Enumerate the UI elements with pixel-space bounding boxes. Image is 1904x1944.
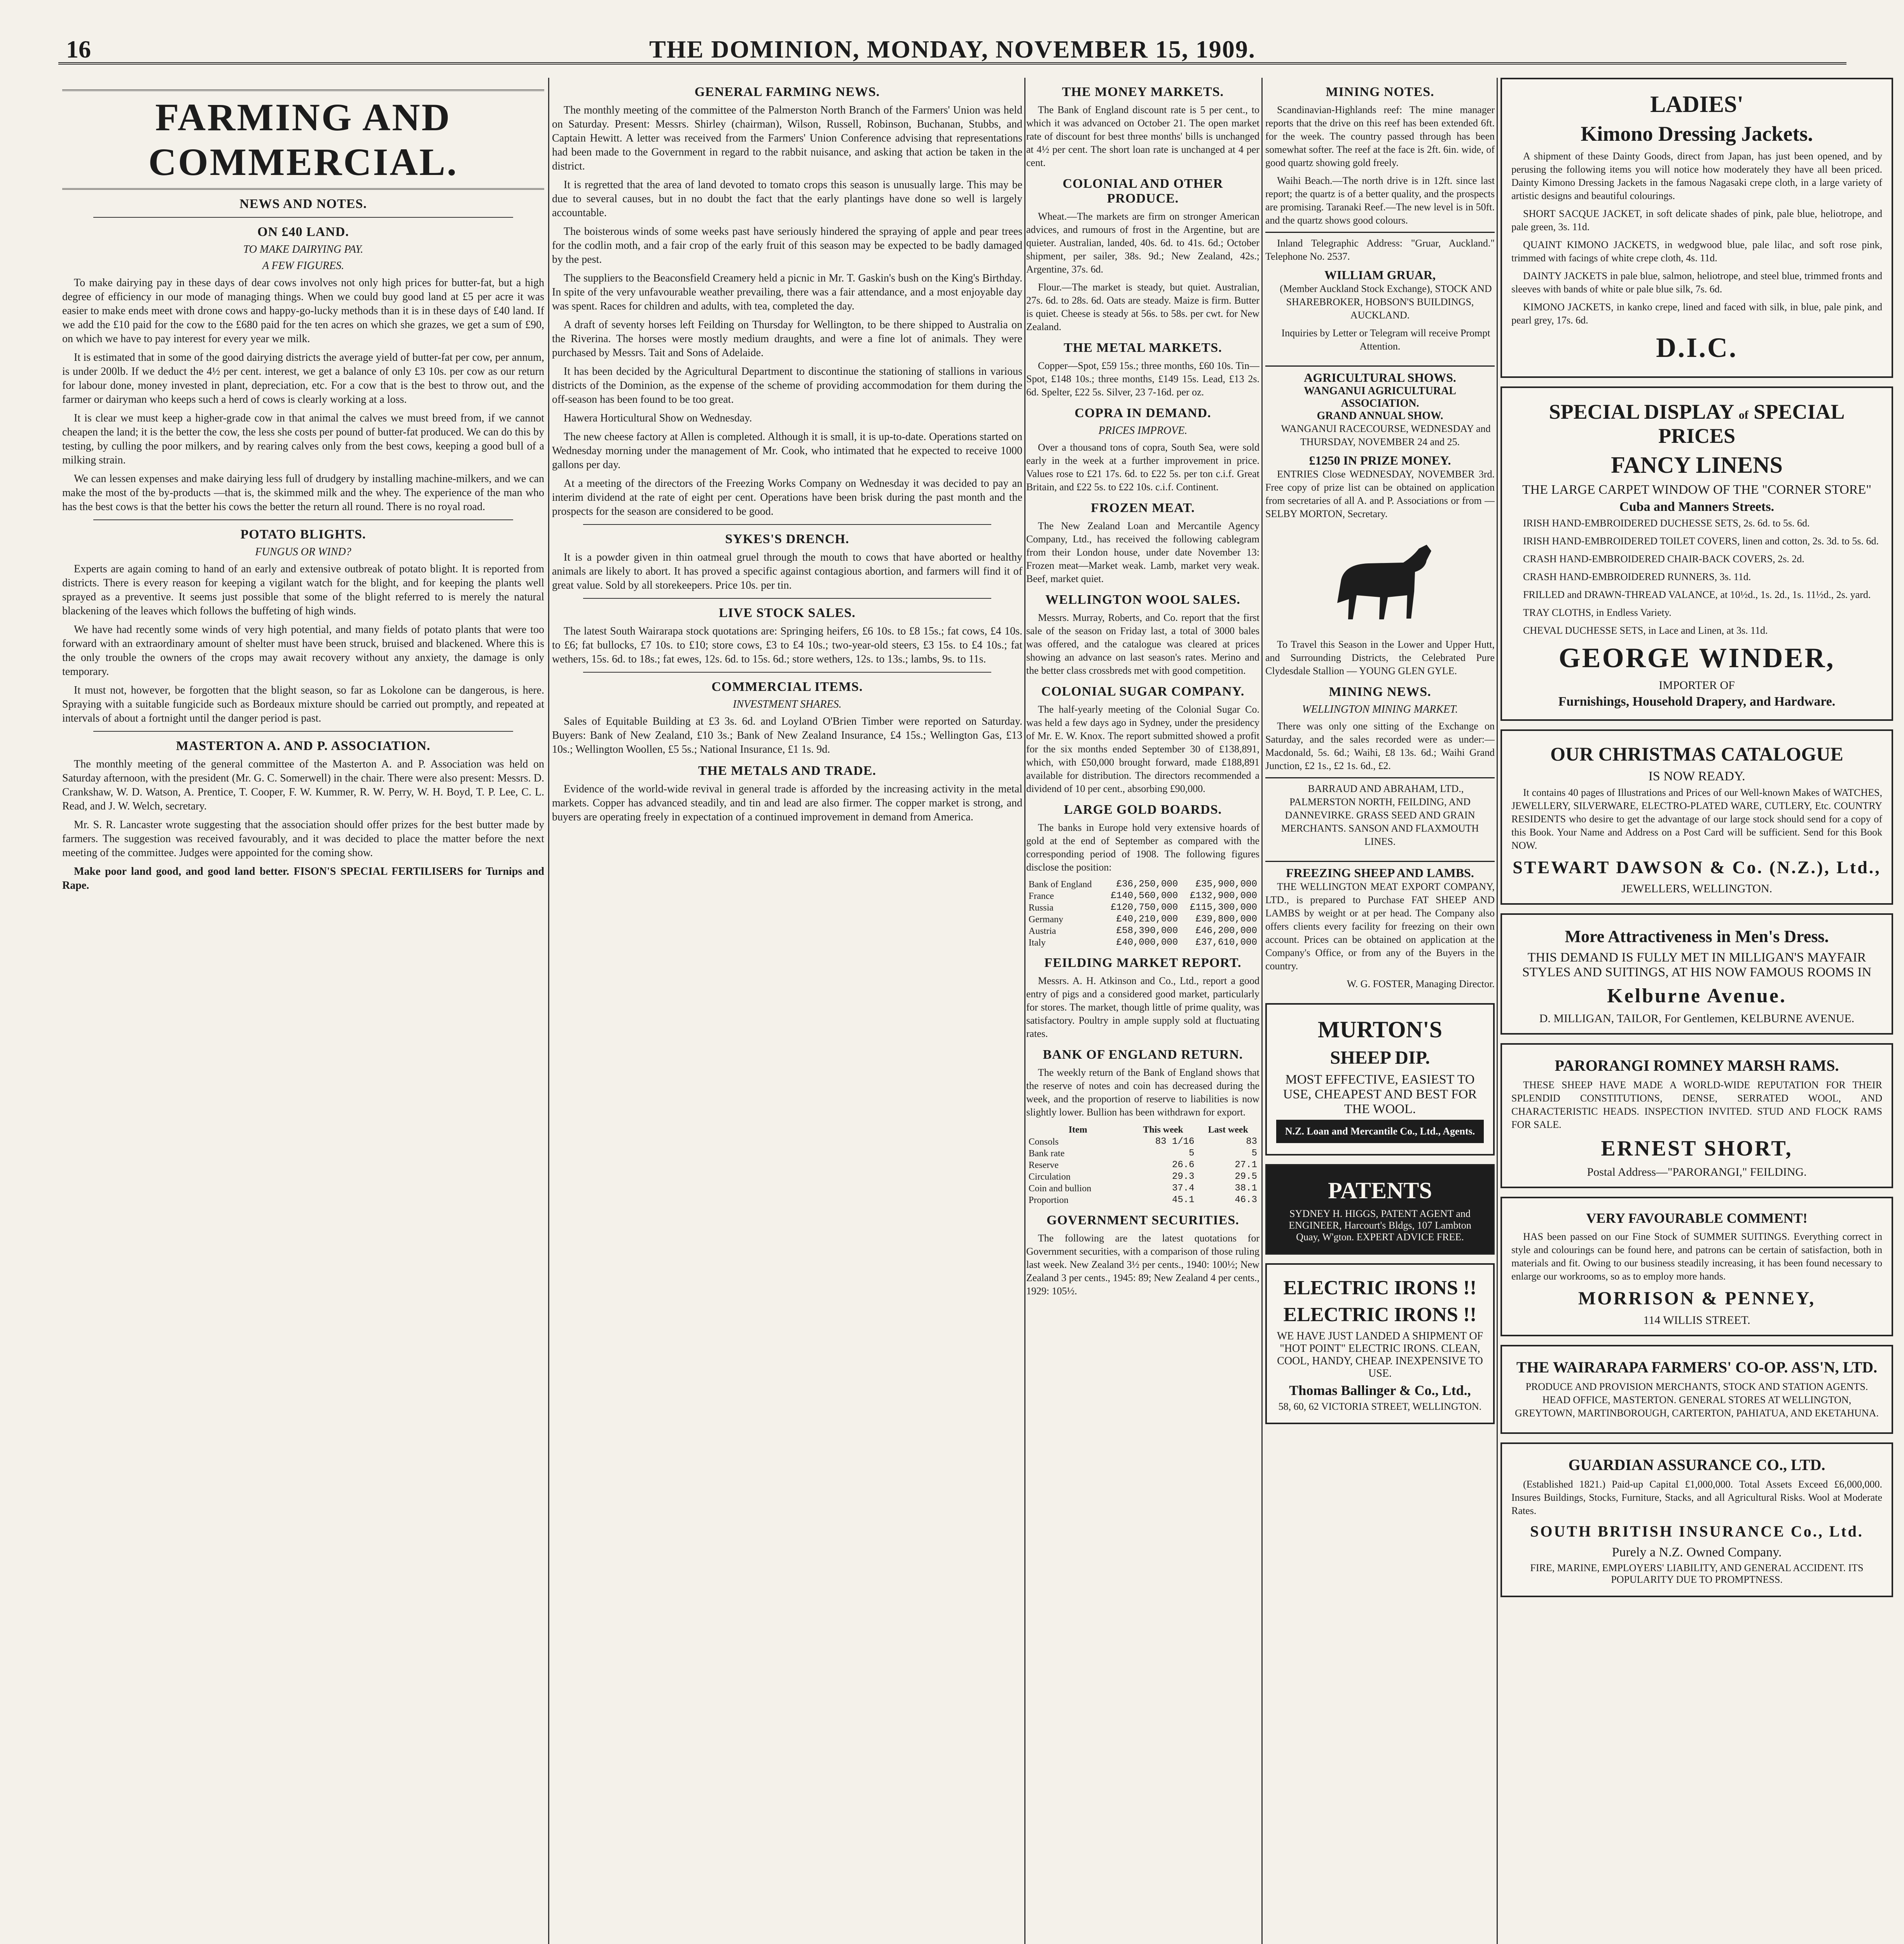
table-cell: £37,610,000	[1195, 937, 1257, 948]
column-markets	[1026, 78, 1259, 1944]
table-row	[1026, 1171, 1259, 1183]
agricultural-shows-advert	[1265, 365, 1495, 529]
article-paragraph: Copper—Spot, £59 15s.; three months, £60 10s. Tin—Spot, £148 10s.; three months, £149 15s. Lead, £13 2s. 6d. Spelter, £22 5s. Silver, 23 7-16d. per oz.	[1026, 360, 1259, 398]
table-cell: 5	[1189, 1148, 1195, 1159]
advert-subtitle: IS NOW READY.	[1648, 769, 1745, 783]
divider	[93, 731, 513, 732]
article-paragraph: The following are the latest quotations for Government securities, with a comparison of those ruling last week. New Zealand 3½ per cents., 1940: 100½; New Zealand 3 per cents., 1945: 89; New Zealand 4 per cents., 1929: 105½.	[1026, 1232, 1259, 1297]
article-paragraph: There was only one sitting of the Exchange on Saturday, and the sales recorded were as under:— Macdonald, 5s. 6d.; Waihi, £8 13s. 6d.; Waihi Grand Junction, £2 1s., £2 1s. 6d., £2.	[1265, 720, 1495, 771]
brand-logo: D.I.C.	[1656, 332, 1738, 363]
advertiser-note: Inquiries by Letter or Telegram will receive Prompt Attention.	[1281, 327, 1490, 352]
christmas-catalogue-advert	[1500, 729, 1893, 905]
column-advertisements	[1500, 78, 1893, 1944]
article-heading: COPRA IN DEMAND.	[1074, 406, 1211, 420]
article-heading: COLONIAL SUGAR COMPANY.	[1041, 684, 1245, 699]
advert-name: Thomas Ballinger & Co., Ltd.,	[1289, 1383, 1471, 1398]
table-cell: 29.5	[1235, 1171, 1257, 1182]
article-subheading: WELLINGTON MINING MARKET.	[1302, 703, 1458, 715]
advert-text: THESE SHEEP HAVE MADE A WORLD-WIDE REPUTATION FOR THEIR SPLENDID CONSTITUTIONS, DENSE, SERRATED WOOL, AND CHARACTERISTIC HEADS. INSPECTION INVITED. STUD AND FLOCK RAMS FOR SALE.	[1511, 1079, 1882, 1130]
freezing-advert	[1265, 861, 1495, 999]
advert-item: CHEVAL DUCHESSE SETS, in Lace and Linen, at 3s. 11d.	[1523, 625, 1768, 636]
article-paragraph: Waihi Beach.—The north drive is in 12ft. since last report; the quartz is of a better quality, and the prospects are promising. Taranaki Reef.—The new level is in 50ft. and the quartz shows good colours.	[1265, 175, 1495, 226]
gold-hoards-table	[1026, 879, 1259, 949]
advert-item: QUAINT KIMONO JACKETS, in wedgwood blue, pale lilac, and soft rose pink, trimmed with facings of white crepe cloth, 4s. 11d.	[1511, 239, 1882, 264]
table-cell: Bank of England	[1029, 879, 1092, 890]
table-cell: 5	[1251, 1148, 1257, 1159]
advert-line: WANGANUI RACECOURSE, WEDNESDAY and THURSDAY, NOVEMBER 24 and 25.	[1281, 423, 1491, 448]
article-heading: MINING NOTES.	[1326, 85, 1434, 99]
article-paragraph: Messrs. A. H. Atkinson and Co., Ltd., report a good entry of pigs and a considered good market, particularly for stores. The market, though little of prime quality, was satisfactory. Poultry in ample supply sold at fluctuating rates.	[1026, 975, 1259, 1039]
table-row	[1026, 925, 1259, 937]
article-heading: COLONIAL AND OTHER PRODUCE.	[1062, 177, 1223, 206]
advert-heading: THE WAIRARAPA FARMERS' CO-OP. ASS'N, LTD.	[1516, 1358, 1878, 1376]
advert-item: DAINTY JACKETS in pale blue, salmon, heliotrope, and steel blue, trimmed fronts and sleeves with bands of white or pale blue silk, 7s. 6d.	[1511, 270, 1882, 295]
advert-heading: PATENTS	[1328, 1178, 1432, 1203]
table-cell: 26.6	[1172, 1160, 1195, 1170]
table-header-cell: This week	[1143, 1125, 1183, 1135]
article-paragraph: To make dairying pay in these days of dear cows involves not only high prices for butter-fat, but a high degree of efficiency in our mode of managing things. When we could buy good land at £5 per acre it was easier to make ends meet with drone cows and happy-go-lucky methods than it is in these days of £40 land. If we add the £10 paid for the cow to the £680 paid for the ten acres on which she grazes, we get a sum of £90, on which we have to pay interest for every year we milk.	[62, 277, 544, 345]
advert-text: THIS DEMAND IS FULLY MET IN MILLIGAN'S MAYFAIR STYLES AND SUITINGS, AT HIS NOW FAMOUS ROOMS IN	[1522, 950, 1872, 979]
column-divider	[548, 78, 549, 1944]
article-paragraph: It has been decided by the Agricultural Department to discontinue the stationing of stallions in various districts of the Dominion, as the expense of the scheme of providing accommodation for them during the off-season has been found to be too great.	[552, 365, 1022, 406]
article-paragraph: Sales of Equitable Building at £3 3s. 6d. and Loyland O'Brien Timber were reported on Saturday. Buyers: Bank of New Zealand, £10 3s.; Bank of New Zealand Insurance, £4 15s.; Wellington Gas, £13 10s.; Wellington Woollen, £5 5s.; National Insurance, £1 1s. 9d.	[552, 715, 1022, 755]
table-header-cell: Last week	[1208, 1125, 1248, 1135]
wairarapa-farmers-advert	[1500, 1345, 1893, 1434]
advert-heading: AGRICULTURAL SHOWS.	[1304, 371, 1456, 385]
masthead-title: THE DOMINION, MONDAY, NOVEMBER 15, 1909.	[649, 35, 1256, 63]
column-divider	[1497, 78, 1498, 1944]
article-paragraph: The monthly meeting of the general committee of the Masterton A. and P. Association was held on Saturday afternoon, with the president (Mr. G. C. Somerwell) in the chair. There were also present: Messrs. D. Crankshaw, W. D. Watson, A. Prentice, T. Cooper, F. W. Kummer, R. W. Perry, W. H. Boyd, T. P. Lee, C. L. Read, and J. W. Welch, secretary.	[62, 758, 544, 812]
bank-return-table	[1026, 1124, 1259, 1206]
electric-irons-advert	[1265, 1263, 1495, 1424]
table-cell: Proportion	[1029, 1195, 1069, 1205]
fancy-linens-advert	[1500, 386, 1893, 721]
advertiser-name: D. MILLIGAN, TAILOR, For Gentlemen, KELBURNE AVENUE.	[1539, 1012, 1855, 1025]
article-paragraph: It is clear we must keep a higher-grade cow in that animal the calves we must breed from, if we cannot cheapen the land; it is the better the cow, the less she costs per pound of butter-fat produced. We can do this by testing, by culling the poor milkers, and by rearing calves only from the best cows, keeping a good bull of a milking strain.	[62, 412, 544, 466]
table-row	[1026, 914, 1259, 925]
advert-heading: ELECTRIC IRONS !!	[1283, 1277, 1477, 1299]
advertiser-goods: Furnishings, Household Drapery, and Hardware.	[1558, 694, 1836, 709]
section-title: FARMING AND COMMERCIAL.	[62, 89, 544, 190]
table-cell: 83 1/16	[1155, 1136, 1195, 1147]
table-row	[1026, 1148, 1259, 1159]
table-cell: £36,250,000	[1116, 879, 1178, 890]
table-cell: £39,800,000	[1195, 914, 1257, 925]
table-cell: Circulation	[1029, 1172, 1071, 1182]
table-cell: Reserve	[1029, 1160, 1059, 1170]
article-paragraph: The suppliers to the Beaconsfield Creamery held a picnic in Mr. T. Gaskin's bush on the King's Birthday. In spite of the very unfavourable weather prevailing, there was a fair attendance, and a most enjoyable day was spent. Races for children and adults, with tea, completed the day.	[552, 272, 1022, 312]
table-cell: Russia	[1029, 903, 1054, 913]
parorangi-advert	[1500, 1043, 1893, 1188]
advert-heading: MURTON'S	[1317, 1017, 1443, 1042]
article-subheading: A FEW FIGURES.	[262, 260, 344, 272]
advert-item: FRILLED and DRAWN-THREAD VALANCE, at 10½d., 1s. 2d., 1s. 11½d., 2s. yard.	[1523, 589, 1871, 600]
table-cell: £132,900,000	[1190, 891, 1257, 901]
advert-title: Kimono Dressing Jackets.	[1581, 122, 1813, 145]
divider	[93, 217, 513, 218]
advert-title: FANCY LINENS	[1611, 452, 1783, 478]
article-paragraph: It is estimated that in some of the good dairying districts the average yield of butter-fat per cow, per annum, is under 200lb. If we deduct the 4½ per cent. interest, we get a balance of only £3 10s. per cow as our return for labour done, money invested in plant, depreciation, etc. For a cow that is the best to throw out, and the farmer or dairyman who keeps such a herd of cows is clearly working at a loss.	[62, 351, 544, 406]
advert-item: KIMONO JACKETS, in kanko crepe, lined and faced with silk, in blue, pale pink, and pearl grey, 17s. 6d.	[1511, 301, 1882, 326]
advert-line: GRAND ANNUAL SHOW.	[1317, 410, 1443, 422]
advertiser-details: (Member Auckland Stock Exchange), STOCK AND SHAREBROKER, HOBSON'S BUILDINGS, AUCKLAND.	[1280, 283, 1492, 321]
article-paragraph: Hawera Horticultural Show on Wednesday.	[564, 412, 752, 424]
divider	[583, 524, 991, 525]
table-row	[1026, 1136, 1259, 1148]
advertiser-name: GEORGE WINDER,	[1558, 642, 1835, 673]
advert-tagline: FIRE, MARINE, EMPLOYERS' LIABILITY, AND GENERAL ACCIDENT. ITS POPULARITY DUE TO PROMPTNESS.	[1530, 1562, 1864, 1585]
advert-title: SHEEP DIP.	[1330, 1047, 1430, 1068]
table-cell: Coin and bullion	[1029, 1184, 1092, 1194]
advert-street: Cuba and Manners Streets.	[1619, 500, 1774, 514]
advert-item: IRISH HAND-EMBROIDERED TOILET COVERS, linen and cotton, 2s. 3d. to 5s. 6d.	[1523, 535, 1879, 547]
advert-item: SHORT SACQUE JACKET, in soft delicate shades of pink, pale blue, heliotrope, and pale green, 3s. 11d.	[1511, 208, 1882, 233]
article-paragraph: Scandinavian-Highlands reef: The mine manager reports that the drive on this reef has been extended 6ft. for the week. The country passed through has been somewhat softer. The reef at the face is 2ft. 6in. wide, of good quartz showing gold freely.	[1265, 104, 1495, 168]
table-cell: 38.1	[1235, 1183, 1257, 1194]
advert-line: WANGANUI AGRICULTURAL ASSOCIATION.	[1304, 385, 1456, 409]
article-paragraph: The boisterous winds of some weeks past have seriously hindered the spraying of apple and pear trees for the codlin moth, and a fair crop of the early fruit of this season may be expected to be badly damaged by the pest.	[552, 226, 1022, 266]
article-heading: BANK OF ENGLAND RETURN.	[1043, 1047, 1243, 1062]
article-heading: COMMERCIAL ITEMS.	[711, 680, 863, 694]
article-subheading: INVESTMENT SHARES.	[733, 698, 842, 710]
article-paragraph: Evidence of the world-wide revival in general trade is afforded by the increasing activity in the metal markets. Copper has advanced steadily, and tin and lead are also firmer. The copper market is strong, and buyers are operating freely in expectation of a continued improvement in demand from America.	[552, 783, 1022, 823]
advert-heading: SPECIAL DISPLAY of SPECIAL PRICES	[1549, 400, 1845, 448]
advert-address: 58, 60, 62 VICTORIA STREET, WELLINGTON.	[1278, 1401, 1482, 1412]
article-paragraph: We have had recently some winds of very high potential, and many fields of potato plants that were too forward with an extraordinary amount of shelter must have been struck, bruised and blackened. Where this is the only trouble the owners of the crops may await recovery without any anxiety, the damage is only temporary.	[62, 624, 544, 678]
advertiser-address: 114 WILLIS STREET.	[1643, 1314, 1750, 1327]
article-subheading: TO MAKE DAIRYING PAY.	[243, 243, 363, 255]
table-cell: £35,900,000	[1195, 879, 1257, 890]
advert-text: SYDNEY H. HIGGS, PATENT AGENT and ENGINEER, Harcourt's Bldgs, 107 Lambton Quay, W'gton. EXPERT ADVICE FREE.	[1289, 1208, 1471, 1243]
article-subheading: PRICES IMPROVE.	[1098, 425, 1188, 437]
article-paragraph: It must not, however, be forgotten that the blight season, so far as Lokolone can be dangerous, is here. Spraying with a suitable fungicide such as Bordeaux mixture should be carried out promptly, and repeated at intervals of about a fortnight until the danger period is past.	[62, 684, 544, 724]
article-heading: LIVE STOCK SALES.	[719, 606, 856, 620]
table-row	[1026, 1183, 1259, 1194]
barraud-advert	[1265, 777, 1495, 857]
table-header-cell: Item	[1068, 1125, 1087, 1135]
article-paragraph: The Bank of England discount rate is 5 per cent., to which it was advanced on October 21. The open market rate of discount for best three months' bills is unchanged at 4½ per cent. The short loan rate is unchanged at 4 per cent.	[1026, 104, 1259, 168]
advert-item: IRISH HAND-EMBROIDERED DUCHESSE SETS, 2s. 6d. to 5s. 6d.	[1523, 517, 1810, 529]
advert-heading: PARORANGI ROMNEY MARSH RAMS.	[1555, 1057, 1839, 1074]
advertiser-role: IMPORTER OF	[1659, 679, 1735, 692]
advertiser-name: ERNEST SHORT,	[1601, 1136, 1793, 1161]
advert-text: BARRAUD AND ABRAHAM, LTD., PALMERSTON NORTH, FEILDING, AND DANNEVIRKE. GRASS SEED AND GRAIN MERCHANTS. SANSON AND FLAXMOUTH LINES.	[1281, 783, 1479, 847]
kimono-jackets-advert	[1500, 78, 1893, 378]
article-paragraph: The weekly return of the Bank of England shows that the reserve of notes and coin has decreased during the week, and the proportion of reserve to liabilities is now slightly lower. Bullion has been withdrawn for export.	[1026, 1067, 1259, 1118]
table-cell: 37.4	[1172, 1183, 1195, 1194]
table-cell: £58,390,000	[1116, 926, 1178, 936]
advert-heading: FREEZING SHEEP AND LAMBS.	[1286, 866, 1474, 880]
article-heading: WELLINGTON WOOL SALES.	[1045, 593, 1240, 607]
table-cell: £40,000,000	[1116, 937, 1178, 948]
article-paragraph: Mr. S. R. Lancaster wrote suggesting that the association should offer prizes for the best butter made by farmers. The suggestion was received favourably, and it was decided to place the matter before the next meeting of the committee. Judges were appointed for the coming show.	[62, 819, 544, 859]
advert-text: PRODUCE AND PROVISION MERCHANTS, STOCK AND STATION AGENTS. HEAD OFFICE, MASTERTON. GENERAL STORES AT WELLINGTON, GREYTOWN, MARTINBOROUGH, CARTERTON, PAHIATUA, AND EKETAHUNA.	[1515, 1381, 1879, 1419]
table-row	[1026, 1159, 1259, 1171]
column-farming	[62, 78, 544, 1944]
advertiser-address: JEWELLERS, WELLINGTON.	[1621, 882, 1772, 895]
divider	[583, 598, 991, 599]
advert-item: CRASH HAND-EMBROIDERED RUNNERS, 3s. 11d.	[1523, 571, 1751, 582]
advertiser-name: STEWART DAWSON & Co. (N.Z.), Ltd.,	[1513, 857, 1881, 877]
advert-line: ENTRIES Close WEDNESDAY, NOVEMBER 3rd. Free copy of prize list can be obtained on application from secretaries of all A. and P. Associations or from — SELBY MORTON, Secretary.	[1265, 469, 1495, 519]
table-cell: 83	[1246, 1136, 1257, 1147]
article-subheading: FUNGUS OR WIND?	[255, 546, 351, 558]
advert-heading: OUR CHRISTMAS CATALOGUE	[1550, 743, 1843, 765]
article-paragraph: The New Zealand Loan and Mercantile Agency Company, Ltd., has received the following cablegram from their London house, under date November 13: Frozen meat—Market weak. Lamb, market very weak. Beef, market quiet.	[1026, 520, 1259, 584]
article-paragraph: It is regretted that the area of land devoted to tomato crops this season is unusually large. This may be due to several causes, but in no doubt the fact that the early plantings have done so well is largely accountable.	[552, 179, 1022, 219]
advert-line: £1250 IN PRIZE MONEY.	[1309, 453, 1451, 467]
article-paragraph: Experts are again coming to hand of an early and extensive outbreak of potato blight. It is reported from districts. There is every reason for keeping a vigilant watch for the blight, and for keeping the plants well sprayed as a preventive. It seems just possible that some of the blight referred to is merely the natural blackening of the leaves which follows the buffeting of high winds.	[62, 563, 544, 617]
table-cell: £40,210,000	[1116, 914, 1178, 925]
article-heading: SYKES'S DRENCH.	[725, 532, 849, 546]
masthead	[58, 35, 1846, 65]
article-heading: MASTERTON A. AND P. ASSOCIATION.	[176, 739, 431, 753]
table-row	[1026, 902, 1259, 914]
fertiliser-notice: Make poor land good, and good land better. FISON'S SPECIAL FERTILISERS for Turnips and Rape.	[62, 865, 544, 892]
table-cell: 46.3	[1235, 1195, 1257, 1205]
table-cell: Italy	[1029, 938, 1046, 948]
table-cell: £120,750,000	[1111, 902, 1178, 913]
advert-text: A shipment of these Dainty Goods, direct from Japan, has just been opened, and by perusing the following items you will notice how moderately they have all been priced. Dainty Kimono Dressing Jackets in the famous Nagasaki crepe cloth, in a large variety of artistic designs and beautiful colourings.	[1511, 150, 1882, 201]
advert-agents: N.Z. Loan and Mercantile Co., Ltd., Agents.	[1276, 1120, 1484, 1143]
article-heading: THE METALS AND TRADE.	[698, 764, 877, 778]
advertiser-name: SOUTH BRITISH INSURANCE Co., Ltd.	[1530, 1523, 1864, 1540]
advert-text: MOST EFFECTIVE, EASIEST TO USE, CHEAPEST AND BEST FOR THE WOOL.	[1283, 1072, 1477, 1116]
table-cell: Bank rate	[1029, 1149, 1065, 1159]
article-paragraph: We can lessen expenses and make dairying less full of drudgery by installing machine-milkers, and we can make the most of the by-products —that is, the skimmed milk and the whey. The experience of the man who has the best cows is that the better his cows the better the return all round. There is no royal road.	[62, 473, 544, 513]
column-divider	[1024, 78, 1025, 1944]
advert-subtitle: THE LARGE CARPET WINDOW OF THE "CORNER STORE"	[1522, 483, 1872, 497]
advert-text: WE HAVE JUST LANDED A SHIPMENT OF "HOT POINT" ELECTRIC IRONS. CLEAN, COOL, HANDY, CHEAP. INEXPENSIVE TO USE.	[1277, 1330, 1483, 1379]
table-cell: Austria	[1029, 926, 1056, 936]
article-heading: THE MONEY MARKETS.	[1062, 85, 1224, 99]
article-heading: MINING NEWS.	[1329, 685, 1431, 699]
article-paragraph: A draft of seventy horses left Feilding on Thursday for Wellington, to be there shipped to Australia on the Riverina. The horses were mostly medium draughts, and were a fine lot of animals. They were purchased by Messrs. Tait and Sons of Adelaide.	[552, 319, 1022, 359]
table-cell: 27.1	[1235, 1160, 1257, 1170]
table-cell: £46,200,000	[1195, 926, 1257, 936]
article-heading: GOVERNMENT SECURITIES.	[1046, 1213, 1239, 1227]
table-cell: 45.1	[1172, 1195, 1195, 1205]
table-row	[1026, 890, 1259, 902]
advert-heading: More Attractiveness in Men's Dress.	[1565, 927, 1829, 946]
murton-advert	[1265, 1003, 1495, 1156]
advert-item: TRAY CLOTHS, in Endless Variety.	[1523, 607, 1672, 618]
table-row	[1026, 1194, 1259, 1206]
article-paragraph: Messrs. Murray, Roberts, and Co. report that the first sale of the season on Friday last, a total of 3000 bales was offered, and the catalogue was cleared at prices showing an advance on last season's rates. Merino and the better class crossbreds met with good competition.	[1026, 612, 1259, 676]
article-paragraph: At a meeting of the directors of the Freezing Works Company on Wednesday it was decided to pay an interim dividend at the rate of eight per cent. Operations have been brisk during the past month and the prospects for the season are considered to be good.	[552, 477, 1022, 517]
article-heading: FEILDING MARKET REPORT.	[1044, 956, 1242, 970]
stallion-advert: To Travel this Season in the Lower and Upper Hutt, and Surrounding Districts, the Celebrated Pure Clydesdale Stallion — YOUNG GLEN GYLE.	[1265, 639, 1495, 677]
advert-text: HAS been passed on our Fine Stock of SUMMER SUITINGS. Everything correct in style and colourings can be found here, and patrons can be certain of satisfaction, both in materials and fit. Owing to our business steadily increasing, it has been found necessary to enlarge our workrooms, so as to employ more hands.	[1511, 1231, 1882, 1282]
column-general-farming	[552, 78, 1022, 1944]
page-number: 16	[66, 35, 91, 63]
table-row	[1026, 937, 1259, 949]
advert-heading: VERY FAVOURABLE COMMENT!	[1586, 1210, 1808, 1226]
article-paragraph: The latest South Wairarapa stock quotations are: Springing heifers, £6 10s. to £8 15s.; fat cows, £4 10s. to £6; fat bullocks, £7 10s. to £10; store cows, £3 to £4 10s.; two-year-old steers, £3 15s. to £4 10s.; fat wethers, 15s. 6d. to 18s.; fat ewes, 12s. 6d. to 15s. 6d.; store wethers, 12s. to 13s.; lambs, 9s. to 11s.	[552, 625, 1022, 665]
article-heading: ON £40 LAND.	[257, 225, 349, 239]
table-row	[1026, 879, 1259, 890]
table-cell: 29.3	[1172, 1171, 1195, 1182]
table-cell: France	[1029, 891, 1054, 901]
advert-heading: ELECTRIC IRONS !!	[1283, 1304, 1477, 1326]
column-mining	[1265, 78, 1495, 1944]
article-paragraph: Over a thousand tons of copra, South Sea, were sold early in the week at a further improvement in price. Values rose to £21 17s. 6d. to £22 5s. per ton c.i.f. Great Britain, and £22 5s. to £22 10s. c.i.f. Continent.	[1026, 442, 1259, 493]
table-cell: Germany	[1029, 914, 1064, 925]
table-cell: £140,560,000	[1111, 891, 1178, 901]
morrison-penney-advert	[1500, 1197, 1893, 1336]
horse-illustration	[1310, 533, 1450, 634]
table-cell: £115,300,000	[1190, 902, 1257, 913]
patents-advert	[1265, 1164, 1495, 1255]
guardian-assurance-advert	[1500, 1442, 1893, 1597]
divider	[93, 519, 513, 520]
advert-signature: W. G. FOSTER, Managing Director.	[1347, 978, 1495, 989]
article-heading: GENERAL FARMING NEWS.	[694, 85, 880, 99]
gruar-advert	[1265, 232, 1495, 362]
divider	[583, 672, 991, 673]
advertiser-name: WILLIAM GRUAR,	[1324, 268, 1436, 282]
column-divider	[1261, 78, 1263, 1944]
article-paragraph: The banks in Europe hold very extensive hoards of gold at the end of September as compared with the corresponding period of 1908. The following figures disclose the position:	[1026, 822, 1259, 873]
advert-text: (Established 1821.) Paid-up Capital £1,000,000. Total Assets Exceed £6,000,000. Insures Buildings, Stocks, Furniture, Stacks, and all Agricultural Risks. Wool at Moderate Rates.	[1511, 1479, 1882, 1516]
article-paragraph: The new cheese factory at Allen is completed. Although it is small, it is up-to-date. Operations started on Wednesday morning under the management of Mr. Cook, who intimated that he expected to receive 1000 gallons per day.	[552, 431, 1022, 471]
advertiser-name: MORRISON & PENNEY,	[1578, 1288, 1816, 1309]
advert-text: THE WELLINGTON MEAT EXPORT COMPANY, LTD., is prepared to Purchase FAT SHEEP AND LAMBS by weight or at per head. The Company also offers clients every facility for freezing on their own account. Prices can be obtained on application at the Company's Office, or from any of the Buyers in the country.	[1265, 881, 1495, 972]
advert-heading: GUARDIAN ASSURANCE CO., LTD.	[1568, 1456, 1825, 1474]
article-paragraph: Flour.—The market is steady, but quiet. Australian, 27s. 6d. to 28s. 6d. Oats are steady. Maize is firm. Butter is quiet. Cheese is steady at 56s. to 58s. per cwt. for New Zealand.	[1026, 281, 1259, 332]
telegraph-address: Inland Telegraphic Address: "Gruar, Auckland." Telephone No. 2537.	[1265, 238, 1495, 262]
article-heading: FROZEN MEAT.	[1091, 501, 1195, 515]
article-paragraph: The monthly meeting of the committee of the Palmerston North Branch of the Farmers' Union was held on Saturday. Present: Messrs. Shirley (chairman), Wilson, Russell, Robinson, Buchanan, Stubbs, and Captain Hewitt. A letter was received from the Farmers' Union Conference advising that representations had been made to the Government in regard to the rabbit nuisance, and asking that action be taken in the district.	[552, 104, 1022, 172]
article-paragraph: It is a powder given in thin oatmeal gruel through the mouth to cows that have aborted or healthy animals are likely to abort. It has proved a specific against contagious abortion, and farmers will find it of great value. Sold by all storekeepers. Price 10s. per tin.	[552, 551, 1022, 591]
advertiser-address: Postal Address—"PARORANGI," FEILDING.	[1587, 1166, 1807, 1178]
table-cell: Consols	[1029, 1137, 1059, 1147]
advert-subtitle: Purely a N.Z. Owned Company.	[1612, 1545, 1782, 1559]
article-heading: THE METAL MARKETS.	[1064, 341, 1222, 355]
advert-text: It contains 40 pages of Illustrations and Prices of our Well-known Makes of WATCHES, JEWELLERY, SILVERWARE, ELECTRO-PLATED WARE, CUTLERY, Etc. COUNTRY RESIDENTS who desire to get the advantage of our large stock should send for a copy of this Book. Your Name and Address on a Post Card will be sufficient. Send for this Book NOW.	[1511, 787, 1882, 851]
article-heading: POTATO BLIGHTS.	[240, 527, 366, 542]
advert-item: CRASH HAND-EMBROIDERED CHAIR-BACK COVERS, 2s. 2d.	[1523, 553, 1804, 565]
milligan-advert	[1500, 913, 1893, 1035]
article-heading: LARGE GOLD BOARDS.	[1064, 802, 1222, 817]
article-paragraph: The half-yearly meeting of the Colonial Sugar Co. was held a few days ago in Sydney, under the presidency of Mr. E. W. Knox. The report submitted showed a profit for the six months ended September 30 of £138,891, which, with £50,000 brought forward, made £188,891 available for distribution. The directors recommended a dividend of 10 per cent., absorbing £90,000.	[1026, 704, 1259, 794]
section-subtitle: NEWS AND NOTES.	[239, 197, 367, 211]
advert-street: Kelburne Avenue.	[1607, 985, 1787, 1007]
advert-heading: LADIES'	[1650, 91, 1744, 117]
article-paragraph: Wheat.—The markets are firm on stronger American advices, and rumours of frost in the Argentine, but are quieter. Australian, landed, 40s. 6d. to 41s. 6d.; October shipment, per sailer, 38s. 9d.; New Zealand, 42s.; Argentine, 37s. 6d.	[1026, 211, 1259, 275]
